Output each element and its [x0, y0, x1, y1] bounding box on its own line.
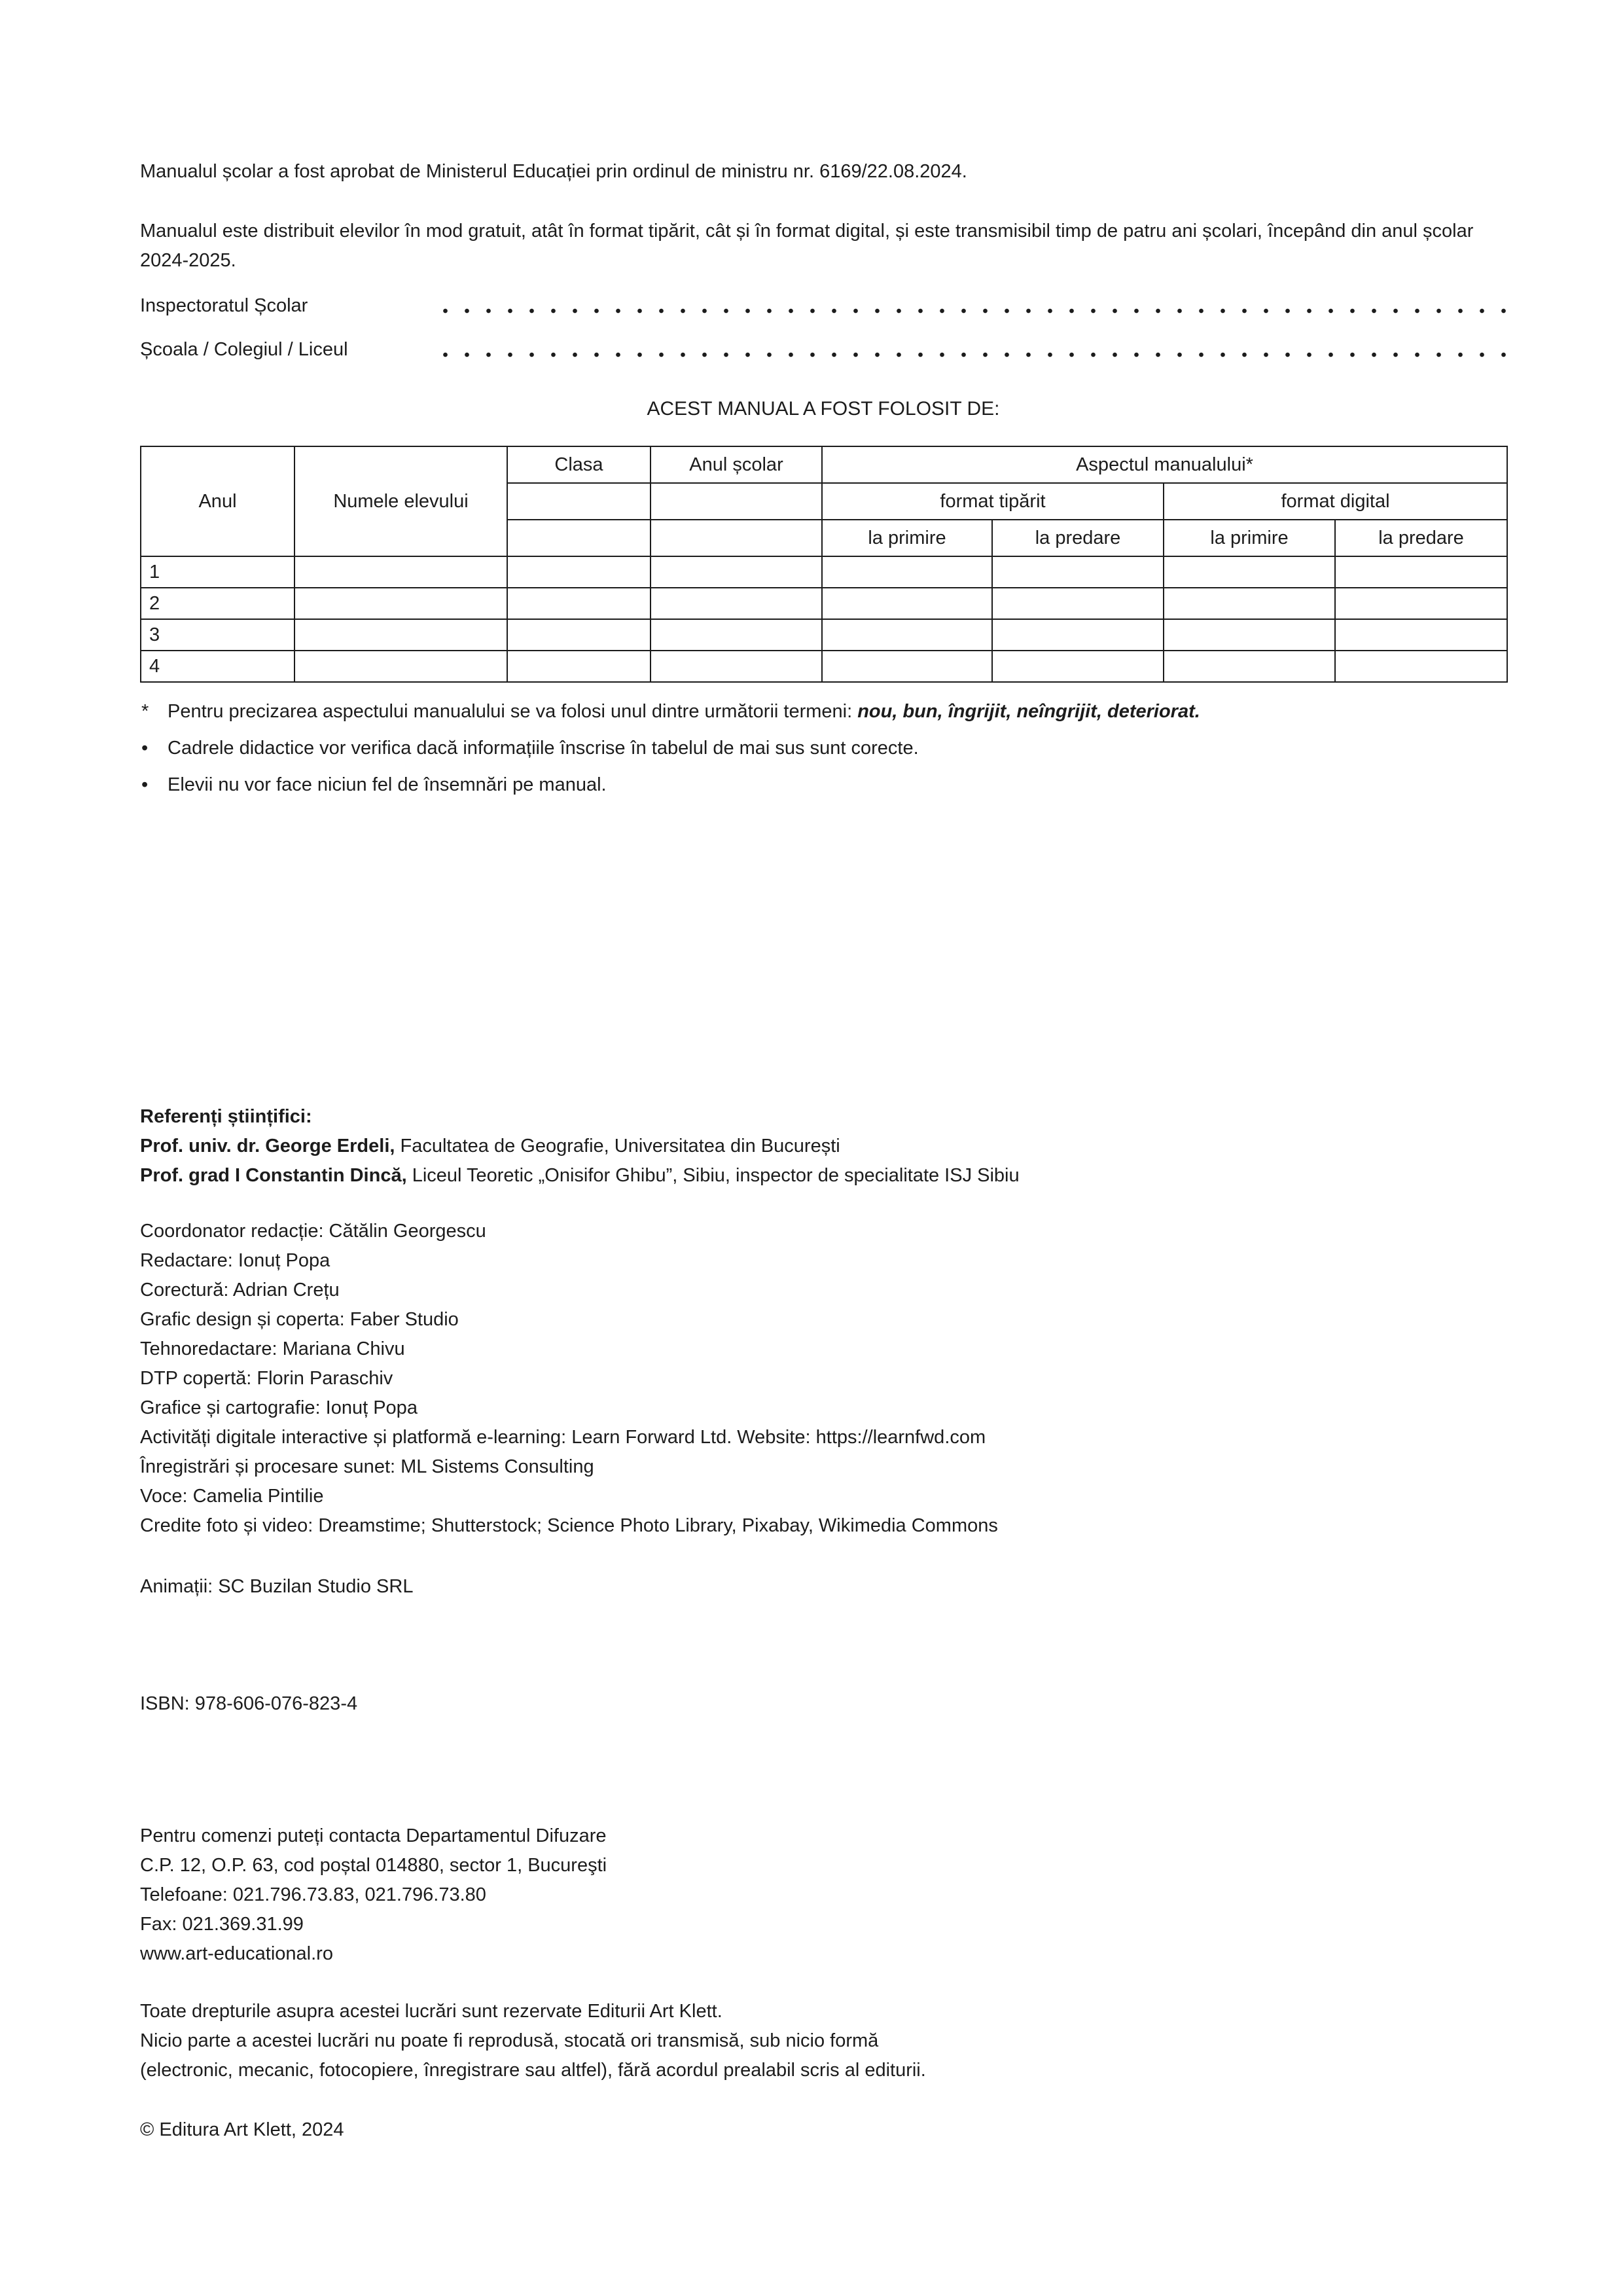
col-header-numele-elevului: Numele elevului: [294, 446, 507, 556]
empty-cell: [1164, 588, 1335, 619]
referent-affiliation: Liceul Teoretic „Onisifor Ghibu”, Sibiu, inspector de specialitate ISJ Sibiu: [406, 1165, 1020, 1186]
note-bullet-students: [140, 770, 1507, 800]
credit-line: Grafice și cartografie: Ionuț Popa: [140, 1397, 418, 1418]
referent-name: Prof. univ. dr. George Erdeli,: [140, 1136, 395, 1157]
rights-line: Nicio parte a acestei lucrări nu poate fi reprodusă, stocată ori transmisă, sub nicio formă: [140, 2030, 879, 2051]
school-row: [140, 335, 1507, 365]
referents-section: [140, 1102, 1507, 1191]
empty-cell: [507, 556, 651, 588]
credits-section: [140, 1217, 1507, 1541]
table-row: [141, 651, 1507, 682]
col-header-la-predare-tiparit: la predare: [992, 520, 1164, 556]
dotted-fill-line: [435, 308, 1507, 314]
row-number: 2: [141, 588, 294, 619]
aspect-footnote: [140, 697, 1507, 726]
rights-line: (electronic, mecanic, fotocopiere, înregistrare sau altfel), fără acordul prealabil scris al editurii.: [140, 2060, 926, 2081]
referent-line: [140, 1132, 1507, 1161]
referent-name: Prof. grad I Constantin Dincă,: [140, 1165, 407, 1186]
empty-cell: [651, 588, 822, 619]
col-header-anul-scolar: Anul școlar: [651, 446, 822, 483]
empty-cell: [822, 619, 992, 651]
empty-cell: [294, 588, 507, 619]
credit-line: Grafic design și coperta: Faber Studio: [140, 1309, 459, 1330]
usage-table: [140, 446, 1508, 683]
referents-heading: Referenți științifici:: [140, 1106, 312, 1127]
approval-paragraph: Manualul școlar a fost aprobat de Ministerul Educației prin ordinul de ministru nr. 6169/22.08.2024.: [140, 161, 967, 182]
empty-cell: [507, 588, 651, 619]
credit-line: Înregistrări și procesare sunet: ML Sistems Consulting: [140, 1456, 594, 1477]
distribution-paragraph: Manualul este distribuit elevilor în mod gratuit, atât în format tipărit, cât și în format digital, și este transmisibil timp de patru ani școlari, începând din anul școlar 2024-2025.: [140, 221, 1474, 271]
credit-line: Redactare: Ionuț Popa: [140, 1250, 330, 1271]
contact-line: Fax: 021.369.31.99: [140, 1914, 304, 1935]
inspectorate-label: Inspectoratul Școlar: [140, 295, 308, 316]
empty-cell: [1164, 651, 1335, 682]
school-label: Școala / Colegiul / Liceul: [140, 339, 348, 360]
credit-line: Coordonator redacție: Cătălin Georgescu: [140, 1221, 486, 1242]
empty-cell: [822, 556, 992, 588]
credit-line: DTP copertă: Florin Paraschiv: [140, 1368, 393, 1389]
footnote-terms: nou, bun, îngrijit, neîngrijit, deteriorat.: [857, 701, 1200, 722]
col-header-clasa: Clasa: [507, 446, 651, 483]
referent-line: [140, 1161, 1507, 1191]
empty-cell: [294, 556, 507, 588]
col-header-la-primire-digital: la primire: [1164, 520, 1335, 556]
website-line: www.art-educational.ro: [140, 1943, 333, 1964]
empty-cell: [651, 556, 822, 588]
empty-cell: [294, 651, 507, 682]
empty-cell: [1335, 556, 1507, 588]
contact-line: Telefoane: 021.796.73.83, 021.796.73.80: [140, 1884, 486, 1905]
bullet-marker: •: [141, 738, 149, 759]
empty-cell: [992, 556, 1164, 588]
empty-cell: [992, 588, 1164, 619]
col-header-aspectul-manualului: Aspectul manualului*: [822, 446, 1507, 483]
credit-line: Activități digitale interactive și platformă e-learning: Learn Forward Ltd. Website: https://learnfwd.com: [140, 1427, 986, 1448]
animations-credit-line: Animații: SC Buzilan Studio SRL: [140, 1576, 414, 1597]
col-header-anul: Anul: [141, 446, 294, 556]
rights-line: Toate drepturile asupra acestei lucrări sunt rezervate Editurii Art Klett.: [140, 2001, 722, 2022]
empty-cell: [507, 520, 651, 556]
row-number: 4: [141, 651, 294, 682]
usage-table-title: ACEST MANUAL A FOST FOLOSIT DE:: [647, 398, 1000, 420]
col-header-la-primire-tiparit: la primire: [822, 520, 992, 556]
empty-cell: [294, 619, 507, 651]
bullet-text: Cadrele didactice vor verifica dacă informațiile înscrise în tabelul de mai sus sunt corecte.: [168, 738, 919, 759]
bullet-text: Elevii nu vor face niciun fel de însemnări pe manual.: [168, 774, 607, 795]
table-row: [141, 556, 1507, 588]
bullet-marker: •: [141, 774, 149, 795]
rights-section: [140, 1997, 1507, 2085]
inspectorate-row: [140, 291, 1507, 321]
isbn-line: ISBN: 978-606-076-823-4: [140, 1693, 358, 1714]
empty-cell: [507, 651, 651, 682]
empty-cell: [651, 619, 822, 651]
asterisk-marker: *: [141, 701, 149, 722]
credit-line: Tehnoredactare: Mariana Chivu: [140, 1338, 405, 1359]
empty-cell: [1335, 651, 1507, 682]
credit-line: Credite foto și video: Dreamstime; Shutterstock; Science Photo Library, Pixabay, Wikimedia Commons: [140, 1515, 998, 1536]
empty-cell: [992, 651, 1164, 682]
col-header-format-digital: format digital: [1164, 483, 1507, 520]
contact-section: [140, 1821, 1507, 1969]
empty-cell: [822, 651, 992, 682]
row-number: 1: [141, 556, 294, 588]
empty-cell: [1164, 556, 1335, 588]
contact-line: Pentru comenzi puteți contacta Departamentul Difuzare: [140, 1825, 607, 1846]
credit-line: Voce: Camelia Pintilie: [140, 1486, 324, 1507]
referent-affiliation: Facultatea de Geografie, Universitatea din București: [395, 1136, 840, 1157]
empty-cell: [507, 619, 651, 651]
empty-cell: [1335, 619, 1507, 651]
empty-cell: [992, 619, 1164, 651]
col-header-format-tiparit: format tipărit: [822, 483, 1164, 520]
empty-cell: [651, 483, 822, 520]
footnote-text: Pentru precizarea aspectului manualului se va folosi unul dintre următorii termeni:: [168, 701, 858, 722]
copyright-line: © Editura Art Klett, 2024: [140, 2119, 344, 2140]
table-row: [141, 619, 1507, 651]
note-bullet-teachers: [140, 734, 1507, 763]
empty-cell: [1335, 588, 1507, 619]
table-row: [141, 588, 1507, 619]
dotted-fill-line: [435, 352, 1507, 357]
col-header-la-predare-digital: la predare: [1335, 520, 1507, 556]
row-number: 3: [141, 619, 294, 651]
empty-cell: [651, 651, 822, 682]
empty-cell: [822, 588, 992, 619]
empty-cell: [651, 520, 822, 556]
contact-line: C.P. 12, O.P. 63, cod poștal 014880, sector 1, Bucureşti: [140, 1855, 607, 1876]
empty-cell: [1164, 619, 1335, 651]
credit-line: Corectură: Adrian Crețu: [140, 1280, 340, 1300]
empty-cell: [507, 483, 651, 520]
